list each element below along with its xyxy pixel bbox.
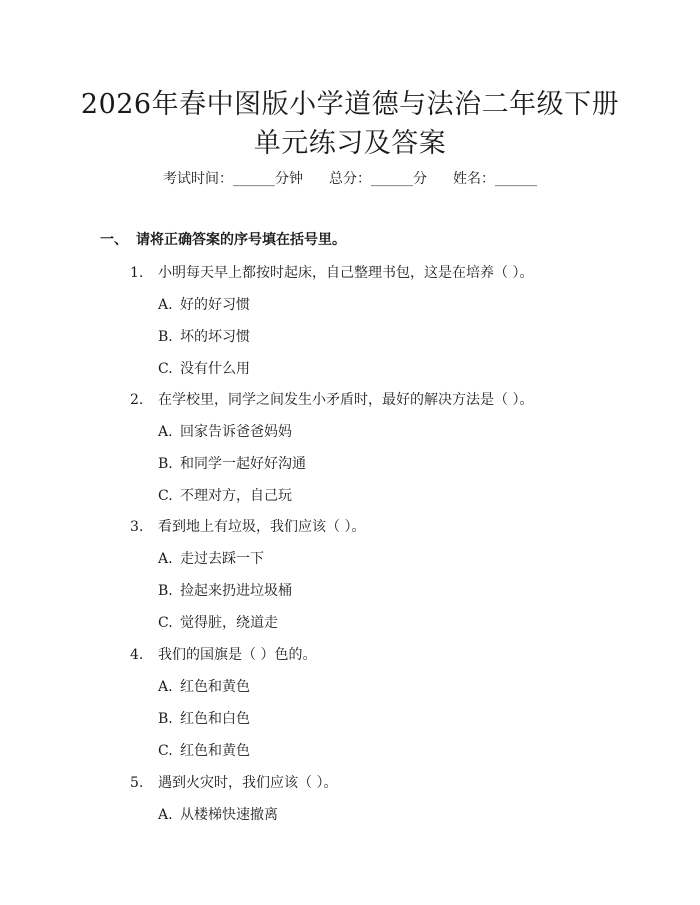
option-text: 和同学一起好好沟通 xyxy=(180,456,306,472)
question-2-option-a xyxy=(158,421,292,441)
option-text: 觉得脏，绕道走 xyxy=(180,615,278,631)
option-letter: A. xyxy=(158,807,173,823)
question-text: 小明每天早上都按时起床，自己整理书包，这是在培养（ ）。 xyxy=(158,265,534,281)
question-number: 4. xyxy=(130,647,144,663)
exam-info-row xyxy=(0,168,700,188)
option-text: 不理对方，自己玩 xyxy=(180,488,292,504)
option-text: 捡起来扔进垃圾桶 xyxy=(180,583,292,599)
question-1-option-c xyxy=(158,358,250,378)
question-5 xyxy=(130,772,337,792)
question-number: 1. xyxy=(130,265,144,281)
option-text: 走过去踩一下 xyxy=(180,551,264,567)
question-4 xyxy=(130,644,316,664)
question-number: 2. xyxy=(130,392,144,408)
question-1 xyxy=(130,262,533,282)
question-number: 5. xyxy=(130,775,144,791)
option-letter: A. xyxy=(158,297,173,313)
question-text: 看到地上有垃圾，我们应该（ ）。 xyxy=(158,519,366,535)
option-text: 坏的坏习惯 xyxy=(180,329,250,345)
option-letter: B. xyxy=(158,329,173,345)
option-text: 没有什么用 xyxy=(180,361,250,377)
question-4-option-a xyxy=(158,676,250,696)
option-letter: B. xyxy=(158,583,173,599)
question-3 xyxy=(130,516,365,536)
question-5-option-a xyxy=(158,804,278,824)
question-number: 3. xyxy=(130,519,144,535)
option-text: 从楼梯快速撤离 xyxy=(180,807,278,823)
question-2 xyxy=(130,389,533,409)
student-name-field: 姓名：______ xyxy=(453,171,537,187)
option-letter: C. xyxy=(158,488,173,504)
question-2-option-c xyxy=(158,485,292,505)
total-score-field: 总分：______分 xyxy=(329,171,427,187)
question-text: 遇到火灾时，我们应该（ ）。 xyxy=(158,775,338,791)
option-letter: C. xyxy=(158,361,173,377)
question-1-option-a xyxy=(158,294,250,314)
option-letter: C. xyxy=(158,615,173,631)
page-title-line-1: 2026年春中图版小学道德与法治二年级下册 xyxy=(80,89,620,120)
option-text: 红色和白色 xyxy=(180,711,250,727)
question-3-option-c xyxy=(158,612,278,632)
option-letter: A. xyxy=(158,424,173,440)
option-text: 红色和黄色 xyxy=(180,743,250,759)
option-text: 红色和黄色 xyxy=(180,679,250,695)
page-title-line-2: 单元练习及答案 xyxy=(253,128,447,159)
question-4-option-b xyxy=(158,708,250,728)
option-text: 回家告诉爸爸妈妈 xyxy=(180,424,292,440)
option-text: 好的好习惯 xyxy=(180,297,250,313)
question-1-option-b xyxy=(158,326,250,346)
option-letter: A. xyxy=(158,679,173,695)
question-text: 我们的国旗是（ ）色的。 xyxy=(158,647,317,663)
option-letter: A. xyxy=(158,551,173,567)
option-letter: B. xyxy=(158,456,173,472)
exam-time-field: 考试时间：______分钟 xyxy=(163,171,303,187)
option-letter: C. xyxy=(158,743,173,759)
question-3-option-a xyxy=(158,548,264,568)
question-text: 在学校里，同学之间发生小矛盾时，最好的解决方法是（ ）。 xyxy=(158,392,534,408)
section-heading xyxy=(100,229,346,249)
question-3-option-b xyxy=(158,580,292,600)
question-4-option-c xyxy=(158,740,250,760)
option-letter: B. xyxy=(158,711,173,727)
section-instruction: 请将正确答案的序号填在括号里。 xyxy=(136,232,346,248)
section-number: 一、 xyxy=(100,232,128,248)
question-2-option-b xyxy=(158,453,306,473)
